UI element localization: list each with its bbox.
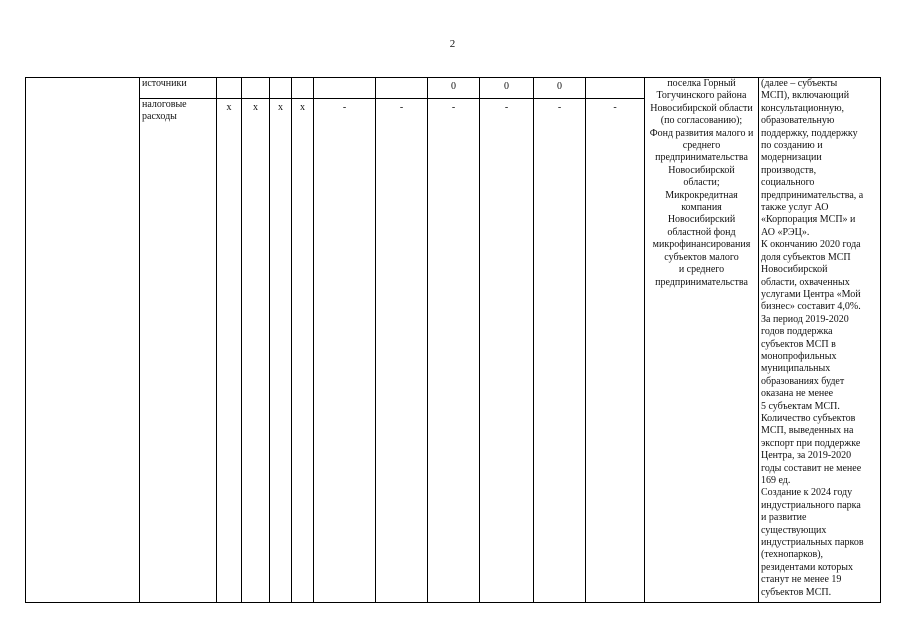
- program-table: [25, 77, 880, 603]
- cell: [376, 78, 428, 99]
- table-row-sources: [26, 78, 881, 99]
- measures-table: [25, 77, 881, 603]
- row-label-tax-expenditures: налоговые расходы: [140, 99, 217, 603]
- cell: [314, 78, 376, 99]
- cell-dash: -: [376, 99, 428, 603]
- cell-value: 0: [428, 78, 480, 99]
- empty-left-cell: [26, 78, 140, 603]
- cell-dash: -: [534, 99, 586, 603]
- executors-cell: поселка Горный Тогучинского района Новосибирской области (по согласованию); Фонд развития малого и среднего предпринимательства Новосибирской области; Микрокредитная компания Новосибирский областной фонд микрофинансирования субъектов малого и среднего предпринимательства: [645, 78, 759, 603]
- cell-mark: x: [270, 99, 292, 603]
- cell: [292, 78, 314, 99]
- row-label-sources: источники: [140, 78, 217, 99]
- cell-mark: x: [242, 99, 270, 603]
- cell-dash: -: [314, 99, 376, 603]
- cell-dash: -: [480, 99, 534, 603]
- cell-dash: -: [586, 99, 645, 603]
- expected-results-cell: (далее – субъекты МСП), включающий консультационную, образовательную поддержку, поддержку по созданию и модернизации производств, социального предпринимательства, а также услуг АО «Корпорация МСП» и АО «РЭЦ». К окончанию 2020 года доля субъектов МСП Новосибирской области, охваченных услугами Центра «Мой бизнес» составит 4,0%. За период 2019-2020 годов поддержка субъектов МСП в монопрофильных муниципальных образованиях будет оказана не менее 5 субъектам МСП. Количество субъектов МСП, выведенных на экспорт при поддержке Центра, за 2019-2020 годы составит не менее 169 ед. Создание к 2024 году индустриального парка и развитие существующих индустриальных парков (технопарков), резидентами которых станут не менее 19 субъектов МСП.: [759, 78, 881, 603]
- cell: [270, 78, 292, 99]
- cell-dash: -: [428, 99, 480, 603]
- cell: [242, 78, 270, 99]
- cell: [586, 78, 645, 99]
- page-number: 2: [449, 38, 456, 50]
- cell-value: 0: [534, 78, 586, 99]
- cell-mark: x: [292, 99, 314, 603]
- cell-value: 0: [480, 78, 534, 99]
- cell-mark: x: [217, 99, 242, 603]
- cell: [217, 78, 242, 99]
